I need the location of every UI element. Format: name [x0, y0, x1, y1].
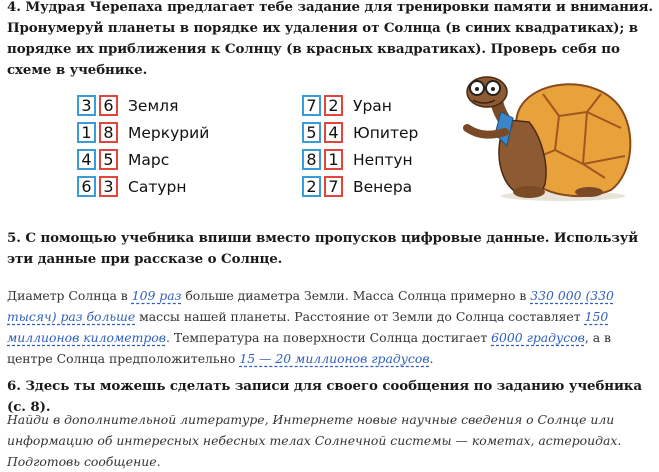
planet-row: [77, 146, 209, 173]
text-segment: .: [429, 351, 434, 366]
planet-name: Уран: [353, 96, 392, 115]
planet-name: Сатурн: [128, 177, 187, 196]
blue-number-box[interactable]: 2: [302, 176, 321, 197]
blue-number-box[interactable]: 6: [77, 176, 96, 197]
text-segment: , а в центре Солнца предположительно: [7, 330, 612, 366]
blue-number-box[interactable]: 7: [302, 95, 321, 116]
answer-fill-in[interactable]: 150 миллионов километров: [7, 309, 609, 345]
planet-name: Земля: [128, 96, 179, 115]
red-number-box[interactable]: 5: [99, 149, 118, 170]
text-segment: Диаметр Солнца в: [7, 288, 132, 303]
text-segment: больше диаметра Земли. Масса Солнца примерно в: [181, 288, 531, 303]
planet-list-left: [77, 92, 209, 200]
planet-row: [77, 119, 209, 146]
planet-row: [302, 92, 418, 119]
planet-row: [77, 92, 209, 119]
planet-list-right: [302, 92, 418, 200]
answer-fill-in[interactable]: 6000 градусов: [491, 330, 585, 345]
task-4-title: 4. Мудрая Черепаха предлагает тебе задание для тренировки памяти и внимания. Пронумеруй планеты в порядке их удаления от Солнца (в синих квадратиках); в порядке их приближения к Солнцу (в красных квадратиках). Проверь себя по схеме в учебнике.: [7, 0, 653, 78]
task-6-title: 6. Здесь ты можешь сделать записи для своего сообщения по заданию учебника (с. 8).: [7, 378, 642, 415]
red-number-box[interactable]: 2: [324, 95, 343, 116]
planet-name: Юпитер: [353, 123, 419, 142]
blue-number-box[interactable]: 5: [302, 122, 321, 143]
red-number-box[interactable]: 3: [99, 176, 118, 197]
red-number-box[interactable]: 4: [324, 122, 343, 143]
red-number-box[interactable]: 6: [99, 95, 118, 116]
red-number-box[interactable]: 7: [324, 176, 343, 197]
red-number-box[interactable]: 1: [324, 149, 343, 170]
answer-fill-in[interactable]: 15 — 20 миллионов градусов: [239, 351, 430, 366]
planet-row: [302, 119, 418, 146]
task-5-title: 5. С помощью учебника впиши вместо пропусков цифровые данные. Используй эти данные при рассказе о Солнце.: [7, 230, 639, 267]
planet-name: Нептун: [353, 150, 413, 169]
planet-row: [302, 146, 418, 173]
task-6-text: Найди в дополнительной литературе, Интернете новые научные сведения о Солнце или информацию об интересных небесных телах Солнечной системы — кометах, астероидах. Подготовь сообщение.: [7, 412, 622, 469]
sun-facts-paragraph: [7, 285, 655, 369]
planet-name: Меркурий: [128, 123, 210, 142]
red-number-box[interactable]: 8: [99, 122, 118, 143]
planet-row: [302, 173, 418, 200]
wise-turtle-illustration: [455, 72, 645, 202]
blue-number-box[interactable]: 4: [77, 149, 96, 170]
text-segment: . Температура на поверхности Солнца достигает: [165, 330, 492, 345]
text-segment: массы нашей планеты. Расстояние от Земли до Солнца составляет: [135, 309, 585, 324]
planet-name: Венера: [353, 177, 413, 196]
planet-name: Марс: [128, 150, 170, 169]
planet-row: [77, 173, 209, 200]
answer-fill-in[interactable]: 330 000 (330 тысяч) раз больше: [7, 288, 614, 324]
blue-number-box[interactable]: 1: [77, 122, 96, 143]
answer-fill-in[interactable]: 109 раз: [131, 288, 182, 303]
blue-number-box[interactable]: 8: [302, 149, 321, 170]
blue-number-box[interactable]: 3: [77, 95, 96, 116]
